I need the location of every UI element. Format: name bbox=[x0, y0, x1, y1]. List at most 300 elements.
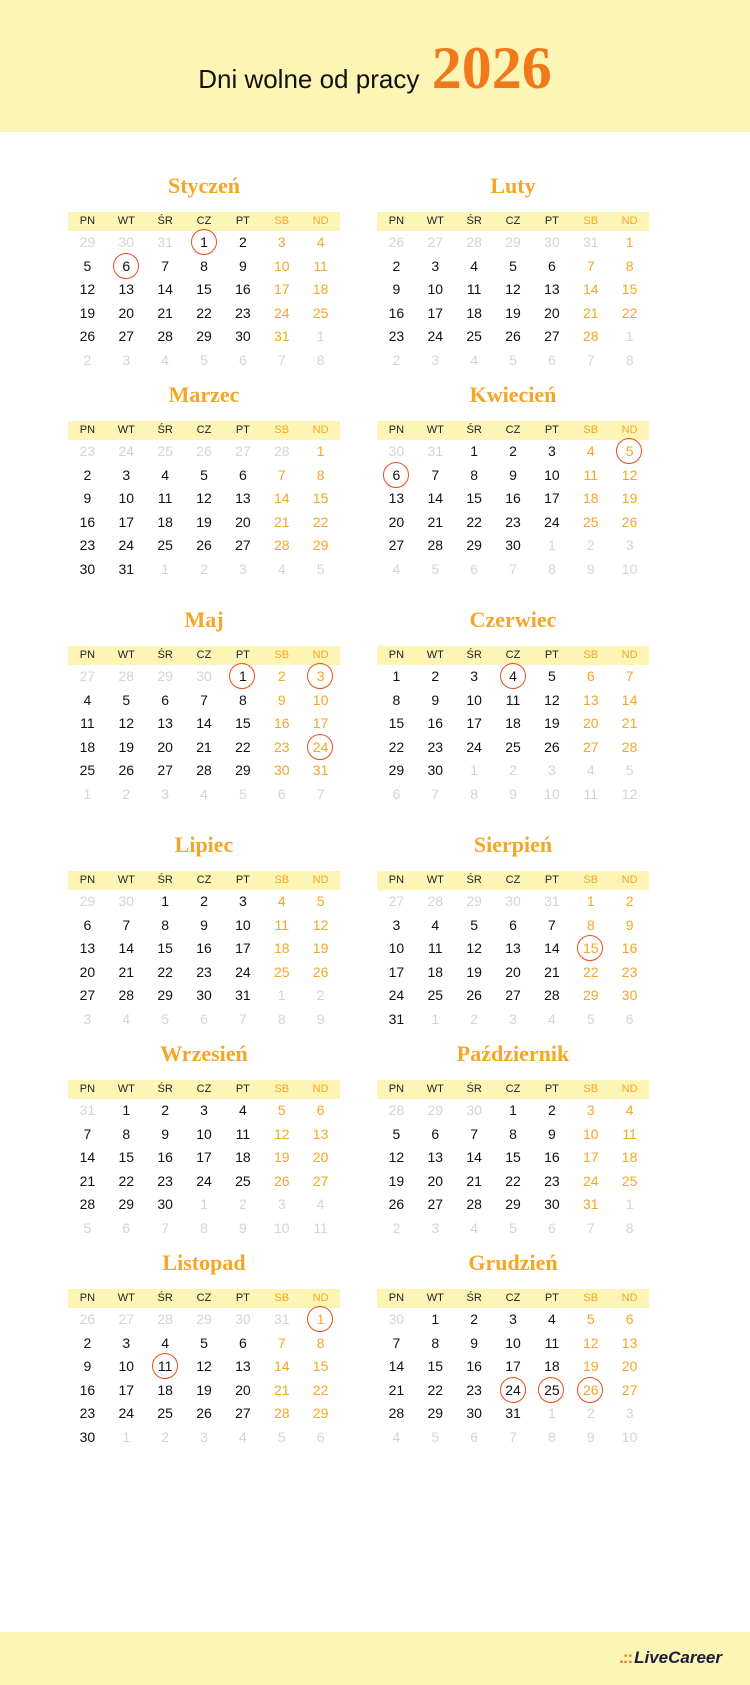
day-cell: 8 bbox=[470, 466, 479, 483]
adjacent-day: 7 bbox=[161, 1219, 170, 1236]
week-row bbox=[68, 783, 340, 807]
adjacent-day: 2 bbox=[392, 351, 401, 368]
weekday-label: ND bbox=[312, 874, 329, 886]
day-cell: 26 bbox=[505, 328, 521, 344]
adjacent-day: 30 bbox=[196, 668, 212, 684]
day-cell: 4 bbox=[586, 443, 595, 459]
day-cell: 29 bbox=[118, 1196, 135, 1212]
adjacent-day: 7 bbox=[586, 351, 595, 368]
footer-band bbox=[0, 1632, 750, 1685]
day-cell: 29 bbox=[466, 537, 482, 553]
weekday-label: SB bbox=[274, 1083, 290, 1095]
day-cell: 24 bbox=[118, 1405, 135, 1421]
week-row bbox=[377, 231, 649, 255]
adjacent-day: 8 bbox=[625, 351, 634, 368]
adjacent-day: 29 bbox=[466, 893, 482, 909]
day-cell: 1 bbox=[431, 1311, 440, 1327]
header-band bbox=[0, 0, 750, 132]
day-cell: 23 bbox=[544, 1172, 560, 1189]
adjacent-day: 28 bbox=[466, 234, 482, 250]
day-cell: 13 bbox=[312, 1125, 329, 1142]
day-cell: 2 bbox=[509, 443, 517, 459]
month-block bbox=[377, 172, 649, 372]
month-block bbox=[377, 1040, 649, 1240]
day-cell: 28 bbox=[273, 1405, 290, 1421]
adjacent-day: 31 bbox=[273, 1311, 290, 1327]
day-cell: 26 bbox=[466, 987, 482, 1003]
day-cell: 30 bbox=[505, 537, 521, 553]
week-row bbox=[68, 464, 340, 488]
weekday-label: WT bbox=[426, 1292, 444, 1304]
day-cell: 21 bbox=[544, 963, 560, 980]
day-cell: 31 bbox=[235, 987, 251, 1003]
adjacent-day: 27 bbox=[427, 234, 444, 250]
weekday-label: PT bbox=[235, 1083, 250, 1095]
day-cell: 24 bbox=[466, 738, 482, 755]
day-cell: 6 bbox=[509, 916, 517, 933]
day-cell: 21 bbox=[621, 715, 638, 731]
week-row bbox=[377, 712, 649, 736]
day-cell: 20 bbox=[79, 963, 96, 980]
day-cell: 29 bbox=[196, 328, 212, 344]
day-cell: 9 bbox=[625, 916, 634, 933]
day-cell: 10 bbox=[196, 1125, 212, 1142]
day-cell: 6 bbox=[161, 691, 170, 708]
day-cell: 26 bbox=[118, 762, 135, 778]
day-cell: 22 bbox=[235, 738, 251, 755]
week-row bbox=[68, 712, 340, 736]
holiday-day: 1 bbox=[223, 665, 262, 689]
holiday-day: 6 bbox=[377, 464, 416, 488]
day-cell: 22 bbox=[157, 963, 173, 980]
day-cell: 15 bbox=[466, 490, 482, 506]
adjacent-day: 5 bbox=[316, 560, 325, 577]
day-cell: 12 bbox=[118, 715, 135, 731]
adjacent-day: 5 bbox=[431, 560, 440, 577]
day-cell: 11 bbox=[622, 1125, 637, 1142]
weekday-header bbox=[68, 421, 340, 440]
day-cell: 23 bbox=[505, 513, 521, 530]
day-cell: 4 bbox=[431, 916, 440, 933]
day-cell: 3 bbox=[470, 668, 479, 684]
weekday-label: ŚR bbox=[466, 1292, 482, 1304]
day-cell: 8 bbox=[431, 1334, 440, 1351]
month-block bbox=[68, 1040, 340, 1240]
day-cell: 18 bbox=[312, 281, 329, 297]
adjacent-day: 7 bbox=[238, 1010, 247, 1027]
adjacent-day: 5 bbox=[509, 351, 517, 368]
adjacent-day: 7 bbox=[509, 1428, 517, 1445]
day-cell: 15 bbox=[118, 1149, 135, 1165]
weekday-label: CZ bbox=[505, 215, 521, 227]
day-cell: 13 bbox=[157, 715, 173, 731]
day-cell: 26 bbox=[196, 1405, 212, 1421]
month-name: Styczeń bbox=[167, 173, 241, 198]
day-cell: 28 bbox=[79, 1196, 96, 1212]
logo-text: LiveCareer bbox=[634, 1648, 722, 1667]
weekday-label: ND bbox=[621, 874, 638, 886]
day-cell: 8 bbox=[586, 916, 595, 933]
day-cell: 23 bbox=[79, 1405, 96, 1421]
day-cell: 16 bbox=[79, 1381, 96, 1398]
day-cell: 25 bbox=[312, 304, 329, 321]
day-cell: 27 bbox=[505, 987, 521, 1003]
week-row bbox=[68, 278, 340, 302]
day-cell: 17 bbox=[312, 715, 329, 731]
day-cell: 24 bbox=[235, 963, 251, 980]
day-cell: 6 bbox=[586, 668, 595, 684]
holiday-day: 5 bbox=[610, 440, 649, 464]
day-cell: 25 bbox=[157, 537, 173, 553]
weekday-label: PT bbox=[235, 1292, 250, 1304]
day-cell: 10 bbox=[427, 281, 444, 297]
day-cell: 17 bbox=[273, 281, 290, 297]
day-cell: 29 bbox=[582, 987, 599, 1003]
day-cell: 20 bbox=[582, 715, 599, 731]
adjacent-day: 6 bbox=[625, 1010, 634, 1027]
adjacent-day: 3 bbox=[83, 1010, 92, 1027]
day-cell: 10 bbox=[582, 1125, 599, 1142]
day-cell: 30 bbox=[235, 328, 251, 344]
day-cell: 16 bbox=[388, 304, 405, 321]
day-cell: 18 bbox=[157, 1381, 173, 1398]
adjacent-day: 6 bbox=[122, 1219, 131, 1236]
adjacent-day: 28 bbox=[157, 1311, 173, 1327]
day-cell: 9 bbox=[431, 691, 440, 708]
weekday-label: CZ bbox=[196, 215, 212, 227]
weekday-label: SB bbox=[583, 874, 599, 886]
adjacent-day: 1 bbox=[200, 1196, 208, 1212]
adjacent-day: 10 bbox=[273, 1219, 290, 1236]
adjacent-day: 30 bbox=[388, 443, 405, 459]
adjacent-day: 12 bbox=[621, 785, 638, 802]
day-cell: 18 bbox=[582, 490, 599, 506]
day-cell: 25 bbox=[427, 987, 444, 1003]
adjacent-day: 4 bbox=[470, 351, 479, 368]
day-cell: 18 bbox=[544, 1358, 560, 1374]
week-row bbox=[68, 1332, 340, 1356]
day-cell: 28 bbox=[196, 762, 212, 778]
adjacent-day: 4 bbox=[238, 1428, 247, 1445]
day-cell: 7 bbox=[547, 916, 556, 933]
adjacent-day: 11 bbox=[313, 1219, 328, 1236]
day-cell: 19 bbox=[621, 490, 638, 506]
day-cell: 3 bbox=[277, 234, 286, 250]
weekday-header bbox=[68, 212, 340, 231]
day-cell: 16 bbox=[505, 490, 521, 506]
week-row bbox=[68, 914, 340, 938]
day-cell: 5 bbox=[316, 893, 325, 909]
livecareer-logo[interactable] bbox=[619, 1648, 722, 1668]
week-row bbox=[68, 487, 340, 511]
week-row bbox=[377, 1170, 649, 1194]
day-cell: 28 bbox=[273, 537, 290, 553]
month-name: Listopad bbox=[162, 1250, 246, 1275]
day-cell: 12 bbox=[388, 1149, 405, 1165]
day-cell: 24 bbox=[388, 987, 405, 1003]
adjacent-day: 5 bbox=[238, 785, 247, 802]
week-row bbox=[68, 890, 340, 914]
day-cell: 20 bbox=[505, 963, 521, 980]
week-row bbox=[68, 1379, 340, 1403]
day-cell: 16 bbox=[157, 1149, 173, 1165]
day-cell: 14 bbox=[621, 691, 638, 708]
day-cell: 8 bbox=[392, 691, 401, 708]
day-cell: 25 bbox=[157, 1405, 173, 1421]
day-cell: 14 bbox=[273, 490, 290, 506]
day-cell: 19 bbox=[196, 1381, 212, 1398]
weekday-label: PT bbox=[544, 649, 559, 661]
day-cell: 30 bbox=[621, 987, 638, 1003]
weekday-header bbox=[68, 646, 340, 665]
day-cell: 19 bbox=[544, 715, 560, 731]
day-cell: 4 bbox=[316, 234, 325, 250]
day-cell: 3 bbox=[547, 443, 556, 459]
day-cell: 13 bbox=[505, 940, 521, 956]
adjacent-day: 1 bbox=[431, 1010, 440, 1027]
day-cell: 13 bbox=[388, 490, 405, 506]
day-cell: 5 bbox=[83, 257, 92, 274]
weekday-label: PN bbox=[388, 215, 405, 227]
weekday-label: PT bbox=[544, 215, 559, 227]
weekday-label: ŚR bbox=[466, 1083, 482, 1095]
adjacent-day: 2 bbox=[83, 351, 92, 368]
day-cell: 9 bbox=[83, 1358, 92, 1374]
week-row bbox=[68, 511, 340, 535]
day-cell: 31 bbox=[312, 762, 329, 778]
day-cell: 13 bbox=[621, 1334, 638, 1351]
adjacent-day: 4 bbox=[122, 1010, 131, 1027]
day-cell: 9 bbox=[547, 1125, 556, 1142]
day-cell: 13 bbox=[427, 1149, 444, 1165]
weekday-header bbox=[68, 1289, 340, 1308]
weekday-label: ND bbox=[621, 1083, 638, 1095]
weekday-label: PT bbox=[235, 649, 250, 661]
adjacent-day: 6 bbox=[392, 785, 401, 802]
day-cell: 14 bbox=[388, 1358, 405, 1374]
day-cell: 23 bbox=[235, 304, 251, 321]
weekday-label: WT bbox=[426, 1083, 444, 1095]
adjacent-day: 26 bbox=[388, 234, 405, 250]
weekday-label: CZ bbox=[196, 649, 212, 661]
adjacent-day: 4 bbox=[470, 1219, 479, 1236]
day-cell: 31 bbox=[273, 328, 290, 344]
day-cell: 2 bbox=[238, 234, 247, 250]
weekday-label: SB bbox=[274, 874, 290, 886]
adjacent-day: 2 bbox=[200, 560, 208, 577]
week-row bbox=[377, 325, 649, 349]
day-cell: 8 bbox=[509, 1125, 517, 1142]
day-cell: 22 bbox=[312, 513, 329, 530]
day-cell: 22 bbox=[196, 304, 212, 321]
week-row bbox=[377, 1099, 649, 1123]
day-cell: 13 bbox=[544, 281, 560, 297]
day-cell: 19 bbox=[466, 963, 482, 980]
day-cell: 14 bbox=[118, 940, 135, 956]
adjacent-day: 26 bbox=[79, 1311, 96, 1327]
day-cell: 24 bbox=[427, 328, 444, 344]
week-row bbox=[68, 689, 340, 713]
day-cell: 6 bbox=[238, 466, 247, 483]
adjacent-day: 1 bbox=[547, 1405, 556, 1421]
day-cell: 27 bbox=[427, 1196, 444, 1212]
day-cell: 14 bbox=[196, 715, 212, 731]
day-cell: 29 bbox=[312, 537, 329, 553]
adjacent-day: 6 bbox=[277, 785, 286, 802]
day-cell: 5 bbox=[122, 691, 131, 708]
adjacent-day: 30 bbox=[544, 234, 560, 250]
day-cell: 10 bbox=[273, 257, 290, 274]
title-year: 2026 bbox=[431, 35, 552, 101]
day-cell: 3 bbox=[122, 1334, 131, 1351]
day-cell: 2 bbox=[470, 1311, 479, 1327]
day-cell: 23 bbox=[273, 738, 290, 755]
adjacent-day: 7 bbox=[509, 560, 517, 577]
day-cell: 26 bbox=[312, 963, 329, 980]
weekday-header bbox=[377, 1080, 649, 1099]
adjacent-day: 3 bbox=[547, 762, 556, 778]
day-cell: 22 bbox=[118, 1172, 135, 1189]
week-row bbox=[377, 961, 649, 985]
day-cell: 7 bbox=[586, 257, 595, 274]
weekday-label: ŚR bbox=[466, 215, 482, 227]
day-cell: 22 bbox=[312, 1381, 329, 1398]
day-cell: 7 bbox=[625, 668, 634, 684]
holiday-day: 1 bbox=[185, 231, 224, 255]
weekday-label: ND bbox=[312, 424, 329, 436]
week-row bbox=[377, 511, 649, 535]
week-row bbox=[68, 1308, 340, 1332]
day-cell: 2 bbox=[277, 668, 286, 684]
day-cell: 10 bbox=[118, 490, 135, 506]
adjacent-day: 1 bbox=[470, 762, 479, 778]
adjacent-day: 3 bbox=[122, 351, 131, 368]
day-cell: 9 bbox=[277, 691, 286, 708]
week-row bbox=[68, 1217, 340, 1241]
month-block bbox=[68, 831, 340, 1031]
day-cell: 31 bbox=[118, 560, 135, 577]
week-row bbox=[377, 302, 649, 326]
day-cell: 13 bbox=[235, 1358, 251, 1374]
day-cell: 3 bbox=[509, 1311, 517, 1327]
day-cell: 29 bbox=[388, 762, 405, 778]
adjacent-day: 31 bbox=[79, 1102, 96, 1118]
day-cell: 13 bbox=[235, 490, 251, 506]
holiday-day: 11 bbox=[146, 1355, 185, 1379]
day-cell: 1 bbox=[509, 1102, 517, 1118]
day-cell: 17 bbox=[196, 1149, 212, 1165]
month-block bbox=[68, 606, 340, 806]
day-cell: 6 bbox=[431, 1125, 440, 1142]
adjacent-day: 3 bbox=[238, 560, 247, 577]
day-cell: 15 bbox=[505, 1149, 521, 1165]
week-row bbox=[377, 464, 649, 488]
month-name: Październik bbox=[456, 1041, 570, 1066]
day-cell: 23 bbox=[196, 963, 212, 980]
adjacent-day: 10 bbox=[544, 785, 560, 802]
weekday-label: WT bbox=[117, 874, 135, 886]
day-cell: 30 bbox=[196, 987, 212, 1003]
day-cell: 5 bbox=[200, 1334, 208, 1351]
day-cell: 29 bbox=[427, 1405, 444, 1421]
adjacent-day: 9 bbox=[316, 1010, 325, 1027]
day-cell: 11 bbox=[505, 691, 521, 708]
week-row bbox=[68, 984, 340, 1008]
day-cell: 18 bbox=[466, 304, 482, 321]
adjacent-day: 23 bbox=[79, 443, 96, 459]
adjacent-day: 30 bbox=[505, 893, 521, 909]
day-cell: 29 bbox=[505, 1196, 521, 1212]
weekday-label: ND bbox=[312, 1292, 329, 1304]
day-cell: 11 bbox=[80, 715, 95, 731]
adjacent-day: 5 bbox=[509, 1219, 517, 1236]
weekday-label: CZ bbox=[196, 874, 212, 886]
adjacent-day: 2 bbox=[122, 785, 131, 802]
adjacent-day: 7 bbox=[586, 1219, 595, 1236]
adjacent-day: 8 bbox=[316, 351, 325, 368]
weekday-label: PT bbox=[235, 215, 250, 227]
day-cell: 26 bbox=[196, 537, 212, 553]
day-cell: 2 bbox=[431, 668, 440, 684]
adjacent-day: 31 bbox=[582, 234, 599, 250]
day-cell: 3 bbox=[122, 466, 131, 483]
day-cell: 19 bbox=[582, 1358, 599, 1374]
day-cell: 24 bbox=[273, 304, 290, 321]
adjacent-day: 4 bbox=[586, 762, 595, 778]
adjacent-day: 3 bbox=[277, 1196, 286, 1212]
weekday-header bbox=[377, 871, 649, 890]
day-cell: 26 bbox=[79, 328, 96, 344]
day-cell: 3 bbox=[431, 257, 440, 274]
weekday-label: WT bbox=[426, 215, 444, 227]
day-cell: 13 bbox=[118, 281, 135, 297]
weekday-label: PN bbox=[79, 649, 96, 661]
holiday-day: 24 bbox=[301, 736, 340, 760]
day-cell: 5 bbox=[547, 668, 556, 684]
adjacent-day: 27 bbox=[235, 443, 251, 459]
day-cell: 23 bbox=[79, 537, 96, 553]
day-cell: 20 bbox=[312, 1149, 329, 1165]
week-row bbox=[68, 1170, 340, 1194]
day-cell: 30 bbox=[427, 762, 444, 778]
day-cell: 2 bbox=[200, 893, 208, 909]
month-block bbox=[377, 606, 649, 806]
weekday-label: SB bbox=[583, 649, 599, 661]
adjacent-day: 3 bbox=[161, 785, 170, 802]
day-cell: 1 bbox=[625, 234, 634, 250]
day-cell: 4 bbox=[161, 1334, 170, 1351]
day-cell: 19 bbox=[273, 1149, 290, 1165]
day-cell: 17 bbox=[388, 963, 405, 980]
day-cell: 6 bbox=[238, 1334, 247, 1351]
day-cell: 7 bbox=[200, 691, 208, 708]
day-cell: 17 bbox=[118, 1381, 135, 1398]
day-cell: 28 bbox=[544, 987, 560, 1003]
day-cell: 26 bbox=[621, 513, 638, 530]
weekday-label: PT bbox=[544, 1292, 559, 1304]
weekday-label: PT bbox=[544, 424, 559, 436]
adjacent-day: 1 bbox=[316, 328, 325, 344]
day-cell: 23 bbox=[157, 1172, 173, 1189]
week-row bbox=[68, 534, 340, 558]
adjacent-day: 8 bbox=[547, 1428, 556, 1445]
day-cell: 1 bbox=[316, 443, 325, 459]
adjacent-day: 4 bbox=[277, 560, 286, 577]
day-cell: 30 bbox=[157, 1196, 173, 1212]
day-cell: 1 bbox=[392, 668, 401, 684]
adjacent-day: 3 bbox=[509, 1010, 517, 1027]
day-cell: 25 bbox=[505, 738, 521, 755]
